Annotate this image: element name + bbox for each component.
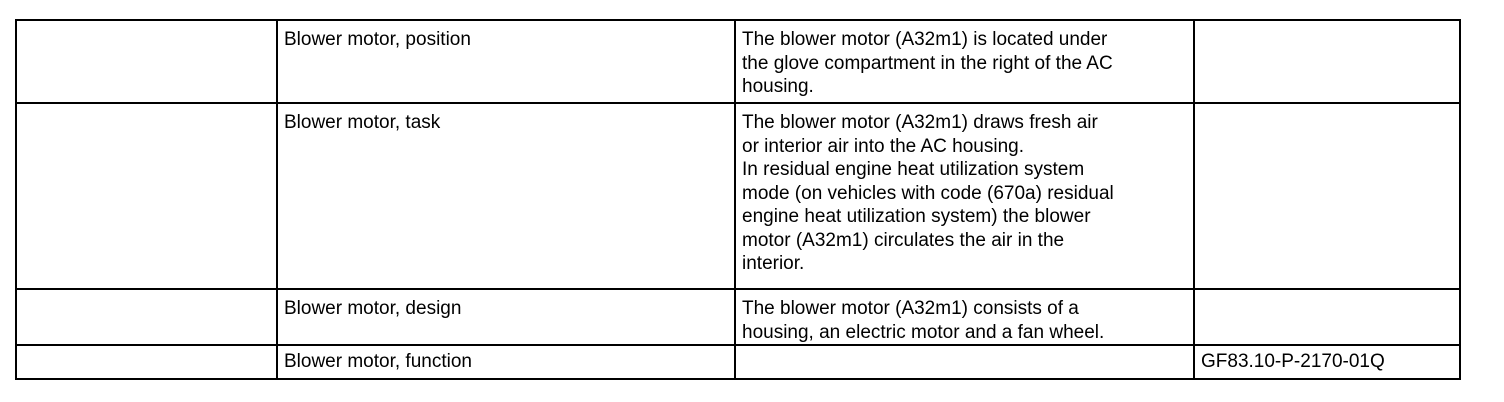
description-line: housing, an electric motor and a fan wheel. (742, 321, 1105, 343)
reference-cell (1194, 345, 1460, 379)
topic-cell (277, 345, 735, 379)
description-line: or interior air into the AC housing. (742, 135, 1024, 157)
description-cell (735, 289, 1194, 345)
description-line: interior. (742, 253, 805, 274)
empty-cell (16, 103, 277, 289)
topic-cell (277, 103, 735, 289)
description-line: mode (on vehicles with code (670a) residual (742, 182, 1114, 204)
description-cell (735, 345, 1194, 379)
topic-text: Blower motor, design (284, 298, 462, 319)
description-line: the glove compartment in the right of the AC (742, 52, 1113, 74)
topic-text: Blower motor, position (284, 29, 471, 50)
reference-link[interactable]: GF83.10-P-2170-01Q (1201, 351, 1385, 372)
topic-text: Blower motor, function (284, 351, 472, 372)
empty-cell (16, 20, 277, 103)
description-line: The blower motor (A32m1) consists of a (742, 298, 1079, 319)
empty-cell (16, 289, 277, 345)
table-row (16, 103, 1460, 289)
empty-cell (16, 345, 277, 379)
description-line: The blower motor (A32m1) draws fresh air (742, 112, 1098, 133)
document-table (15, 19, 1461, 380)
reference-cell (1194, 20, 1460, 103)
description-line: In residual engine heat utilization system (742, 159, 1085, 180)
description-line: housing. (742, 76, 814, 97)
table-row (16, 289, 1460, 345)
reference-cell (1194, 289, 1460, 345)
description-cell (735, 20, 1194, 103)
topic-cell (277, 289, 735, 345)
description-cell (735, 103, 1194, 289)
table-row (16, 20, 1460, 103)
topic-text: Blower motor, task (284, 112, 441, 133)
description-line: The blower motor (A32m1) is located under (742, 29, 1108, 50)
reference-cell (1194, 103, 1460, 289)
description-line: engine heat utilization system) the blower (742, 206, 1091, 227)
topic-cell (277, 20, 735, 103)
table-row (16, 345, 1460, 379)
description-line: motor (A32m1) circulates the air in the (742, 229, 1065, 251)
